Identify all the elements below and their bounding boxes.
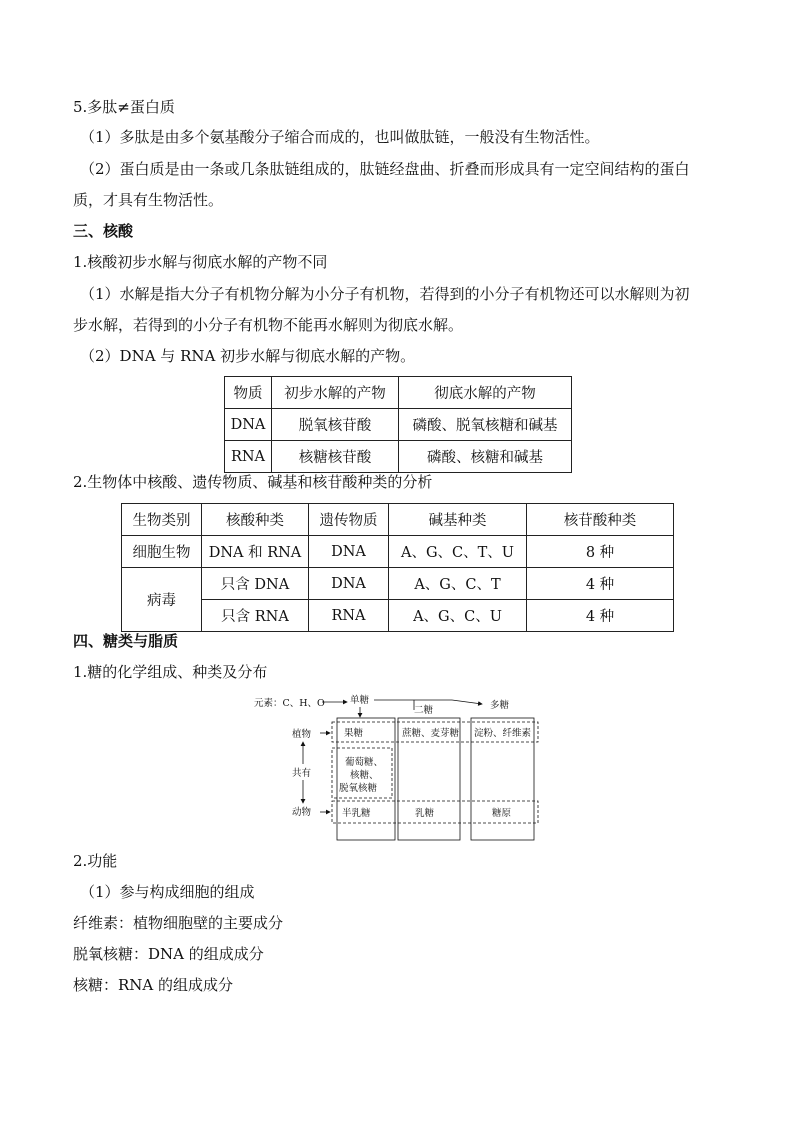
table-cell: 脱氧核苷酸 — [272, 409, 399, 441]
table-cell: 核糖核苷酸 — [272, 441, 399, 473]
monosaccharide-label: 单糖 — [350, 695, 370, 706]
table-cell: DNA — [309, 568, 389, 600]
table-row — [122, 600, 674, 632]
disaccharide-label: 二糖 — [414, 705, 434, 716]
table-cell: DNA — [309, 536, 389, 568]
plant-label: 植物 — [292, 729, 312, 740]
table-cell: 4 种 — [527, 600, 674, 632]
common-label: 共有 — [292, 768, 312, 779]
table-header: 核酸种类 — [202, 504, 309, 536]
section-heading: 四、糖类与脂质 — [73, 632, 179, 650]
text-line: （1）参与构成细胞的组成 — [80, 883, 255, 901]
table-cell: 只含 RNA — [202, 600, 309, 632]
section-heading: 三、核酸 — [73, 222, 134, 240]
text-line: （2）DNA 与 RNA 初步水解与彻底水解的产物。 — [80, 347, 416, 365]
table-cell: A、G、C、U — [389, 600, 527, 632]
text-line: （1）水解是指大分子有机物分解为小分子有机物，若得到的小分子有机物还可以水解则为初 — [80, 285, 690, 303]
table-header: 生物类别 — [122, 504, 202, 536]
galactose-label: 半乳糖 — [342, 808, 371, 819]
table-cell: RNA — [309, 600, 389, 632]
table-cell: DNA — [225, 409, 272, 441]
table-header: 遗传物质 — [309, 504, 389, 536]
fructose-label: 果糖 — [344, 728, 364, 739]
table-cell: 细胞生物 — [122, 536, 202, 568]
nucleic-acid-table — [121, 503, 674, 632]
glycogen-label: 糖原 — [492, 808, 512, 819]
sugar-distribution-diagram — [252, 690, 544, 842]
text-line: 1.核酸初步水解与彻底水解的产物不同 — [73, 253, 328, 271]
table-header: 初步水解的产物 — [272, 377, 399, 409]
text-line: 质，才具有生物活性。 — [73, 191, 224, 209]
text-line: 1.糖的化学组成、种类及分布 — [73, 663, 268, 681]
text-line: （2）蛋白质是由一条或几条肽链组成的，肽链经盘曲、折叠而形成具有一定空间结构的蛋白 — [80, 160, 690, 178]
table-cell: 8 种 — [527, 536, 674, 568]
text-line: （1）多肽是由多个氨基酸分子缩合而成的，也叫做肽链，一般没有生物活性。 — [80, 128, 600, 146]
table-cell: 只含 DNA — [202, 568, 309, 600]
table-cell: 磷酸、核糖和碱基 — [399, 441, 572, 473]
text-line: 核糖：RNA 的组成成分 — [73, 976, 234, 994]
table-header: 碱基种类 — [389, 504, 527, 536]
table-cell: DNA 和 RNA — [202, 536, 309, 568]
table-cell: 病毒 — [122, 568, 202, 632]
starch-cellulose-label: 淀粉、纤维素 — [474, 728, 532, 739]
table-header: 核苷酸种类 — [527, 504, 674, 536]
table-cell: A、G、C、T、U — [389, 536, 527, 568]
deoxyribose-label: 脱氧核糖 — [339, 783, 378, 794]
sucrose-maltose-label: 蔗糖、麦芽糖 — [402, 728, 460, 739]
table-row — [225, 409, 572, 441]
arrow — [452, 700, 482, 704]
elements-label: 元素：C、H、O — [254, 698, 325, 709]
text-line: 纤维素：植物细胞壁的主要成分 — [73, 914, 284, 932]
text-line: 2.功能 — [73, 852, 118, 870]
table-cell: A、G、C、T — [389, 568, 527, 600]
ribose-label: 核糖、 — [350, 770, 379, 781]
text-line: 2.生物体中核酸、遗传物质、碱基和核苷酸种类的分析 — [73, 473, 433, 491]
table-cell: RNA — [225, 441, 272, 473]
table-row — [122, 536, 674, 568]
text-line: 5.多肽≠蛋白质 — [73, 98, 175, 116]
polysaccharide-label: 多糖 — [490, 700, 510, 711]
table-header: 物质 — [225, 377, 272, 409]
lactose-label: 乳糖 — [415, 808, 435, 819]
table-header: 彻底水解的产物 — [399, 377, 572, 409]
table-row — [225, 441, 572, 473]
animal-label: 动物 — [292, 807, 312, 818]
text-line: 脱氧核糖：DNA 的组成成分 — [73, 945, 264, 963]
glucose-label: 葡萄糖、 — [345, 757, 384, 768]
table-row — [122, 568, 674, 600]
hydrolysis-table — [224, 376, 572, 473]
table-cell: 磷酸、脱氧核糖和碱基 — [399, 409, 572, 441]
text-line: 步水解，若得到的小分子有机物不能再水解则为彻底水解。 — [73, 316, 464, 334]
table-cell: 4 种 — [527, 568, 674, 600]
